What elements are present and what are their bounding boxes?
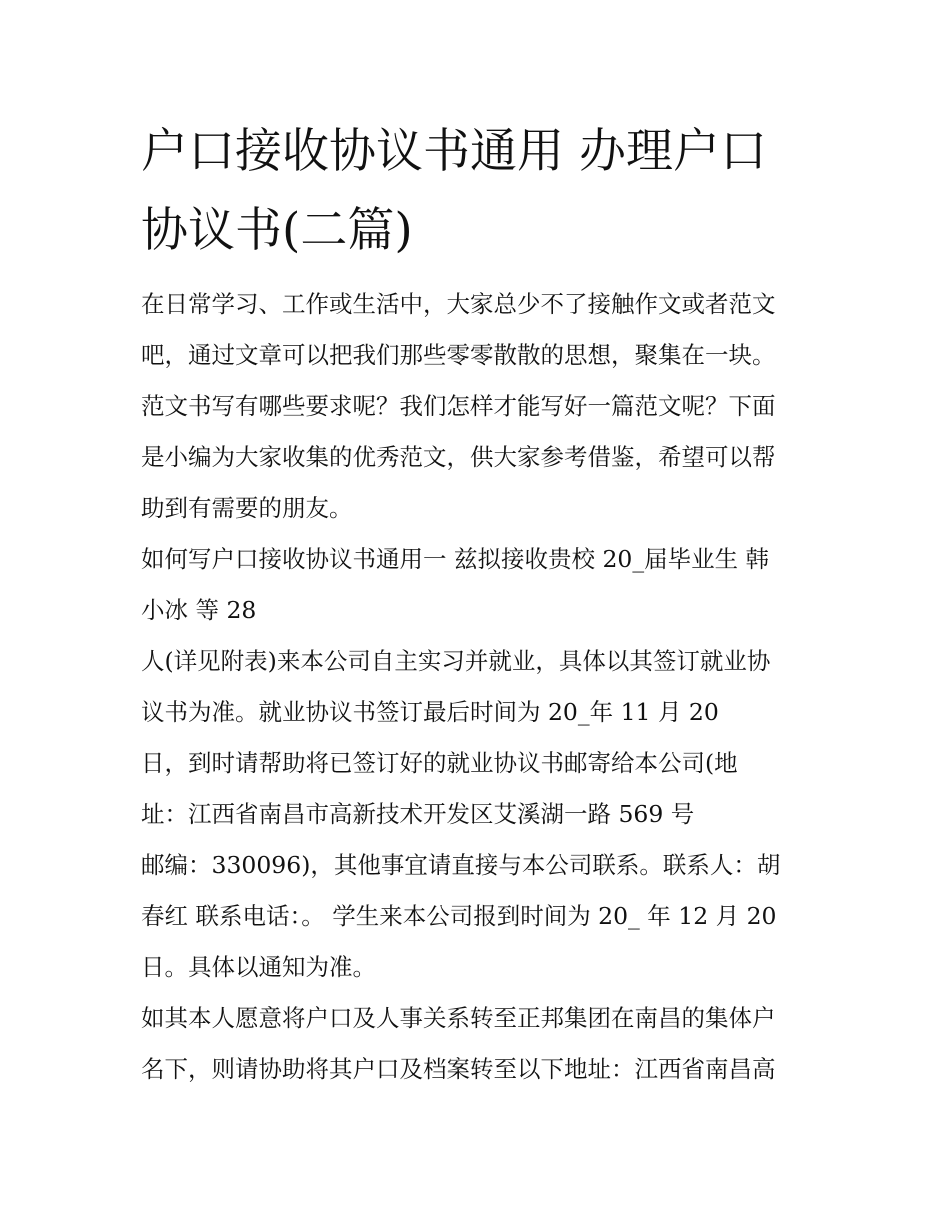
- document-body: [141, 279, 813, 1095]
- body-line: 日。具体以通知为准。: [141, 953, 376, 981]
- body-line: 小冰 等 28: [141, 596, 257, 624]
- body-line: 范文书写有哪些要求呢？我们怎样才能写好一篇范文呢？下面: [141, 392, 776, 420]
- body-line: 名下，则请协助将其户口及档案转至以下地址：江西省南昌高: [141, 1055, 776, 1083]
- body-line: 如何写户口接收协议书通用一 兹拟接收贵校 20_届毕业生 韩: [141, 545, 770, 573]
- body-line: 助到有需要的朋友。: [141, 494, 353, 522]
- title-line: 协议书(二篇): [141, 203, 413, 258]
- body-line: 如其本人愿意将户口及人事关系转至正邦集团在南昌的集体户: [141, 1004, 776, 1032]
- body-line: 邮编：330096)，其他事宜请直接与本公司联系。联系人：胡: [141, 851, 781, 879]
- body-line: 在日常学习、工作或生活中，大家总少不了接触作文或者范文: [141, 290, 776, 318]
- body-line: 是小编为大家收集的优秀范文，供大家参考借鉴，希望可以帮: [141, 443, 776, 471]
- body-line: 人(详见附表)来本公司自主实习并就业，具体以其签订就业协: [141, 647, 771, 675]
- document-title: [141, 112, 813, 270]
- body-line: 日，到时请帮助将已签订好的就业协议书邮寄给本公司(地: [141, 749, 738, 777]
- body-line: 吧，通过文章可以把我们那些零零散散的思想，聚集在一块。: [141, 341, 776, 369]
- body-line: 议书为准。就业协议书签订最后时间为 20_年 11 月 20: [141, 698, 719, 726]
- document-content: [141, 112, 813, 1095]
- body-line: 春红 联系电话：。 学生来本公司报到时间为 20_ 年 12 月 20: [141, 902, 777, 930]
- body-line: 址：江西省南昌市高新技术开发区艾溪湖一路 569 号: [141, 800, 695, 828]
- title-line: 户口接收协议书通用 办理户口: [141, 124, 767, 179]
